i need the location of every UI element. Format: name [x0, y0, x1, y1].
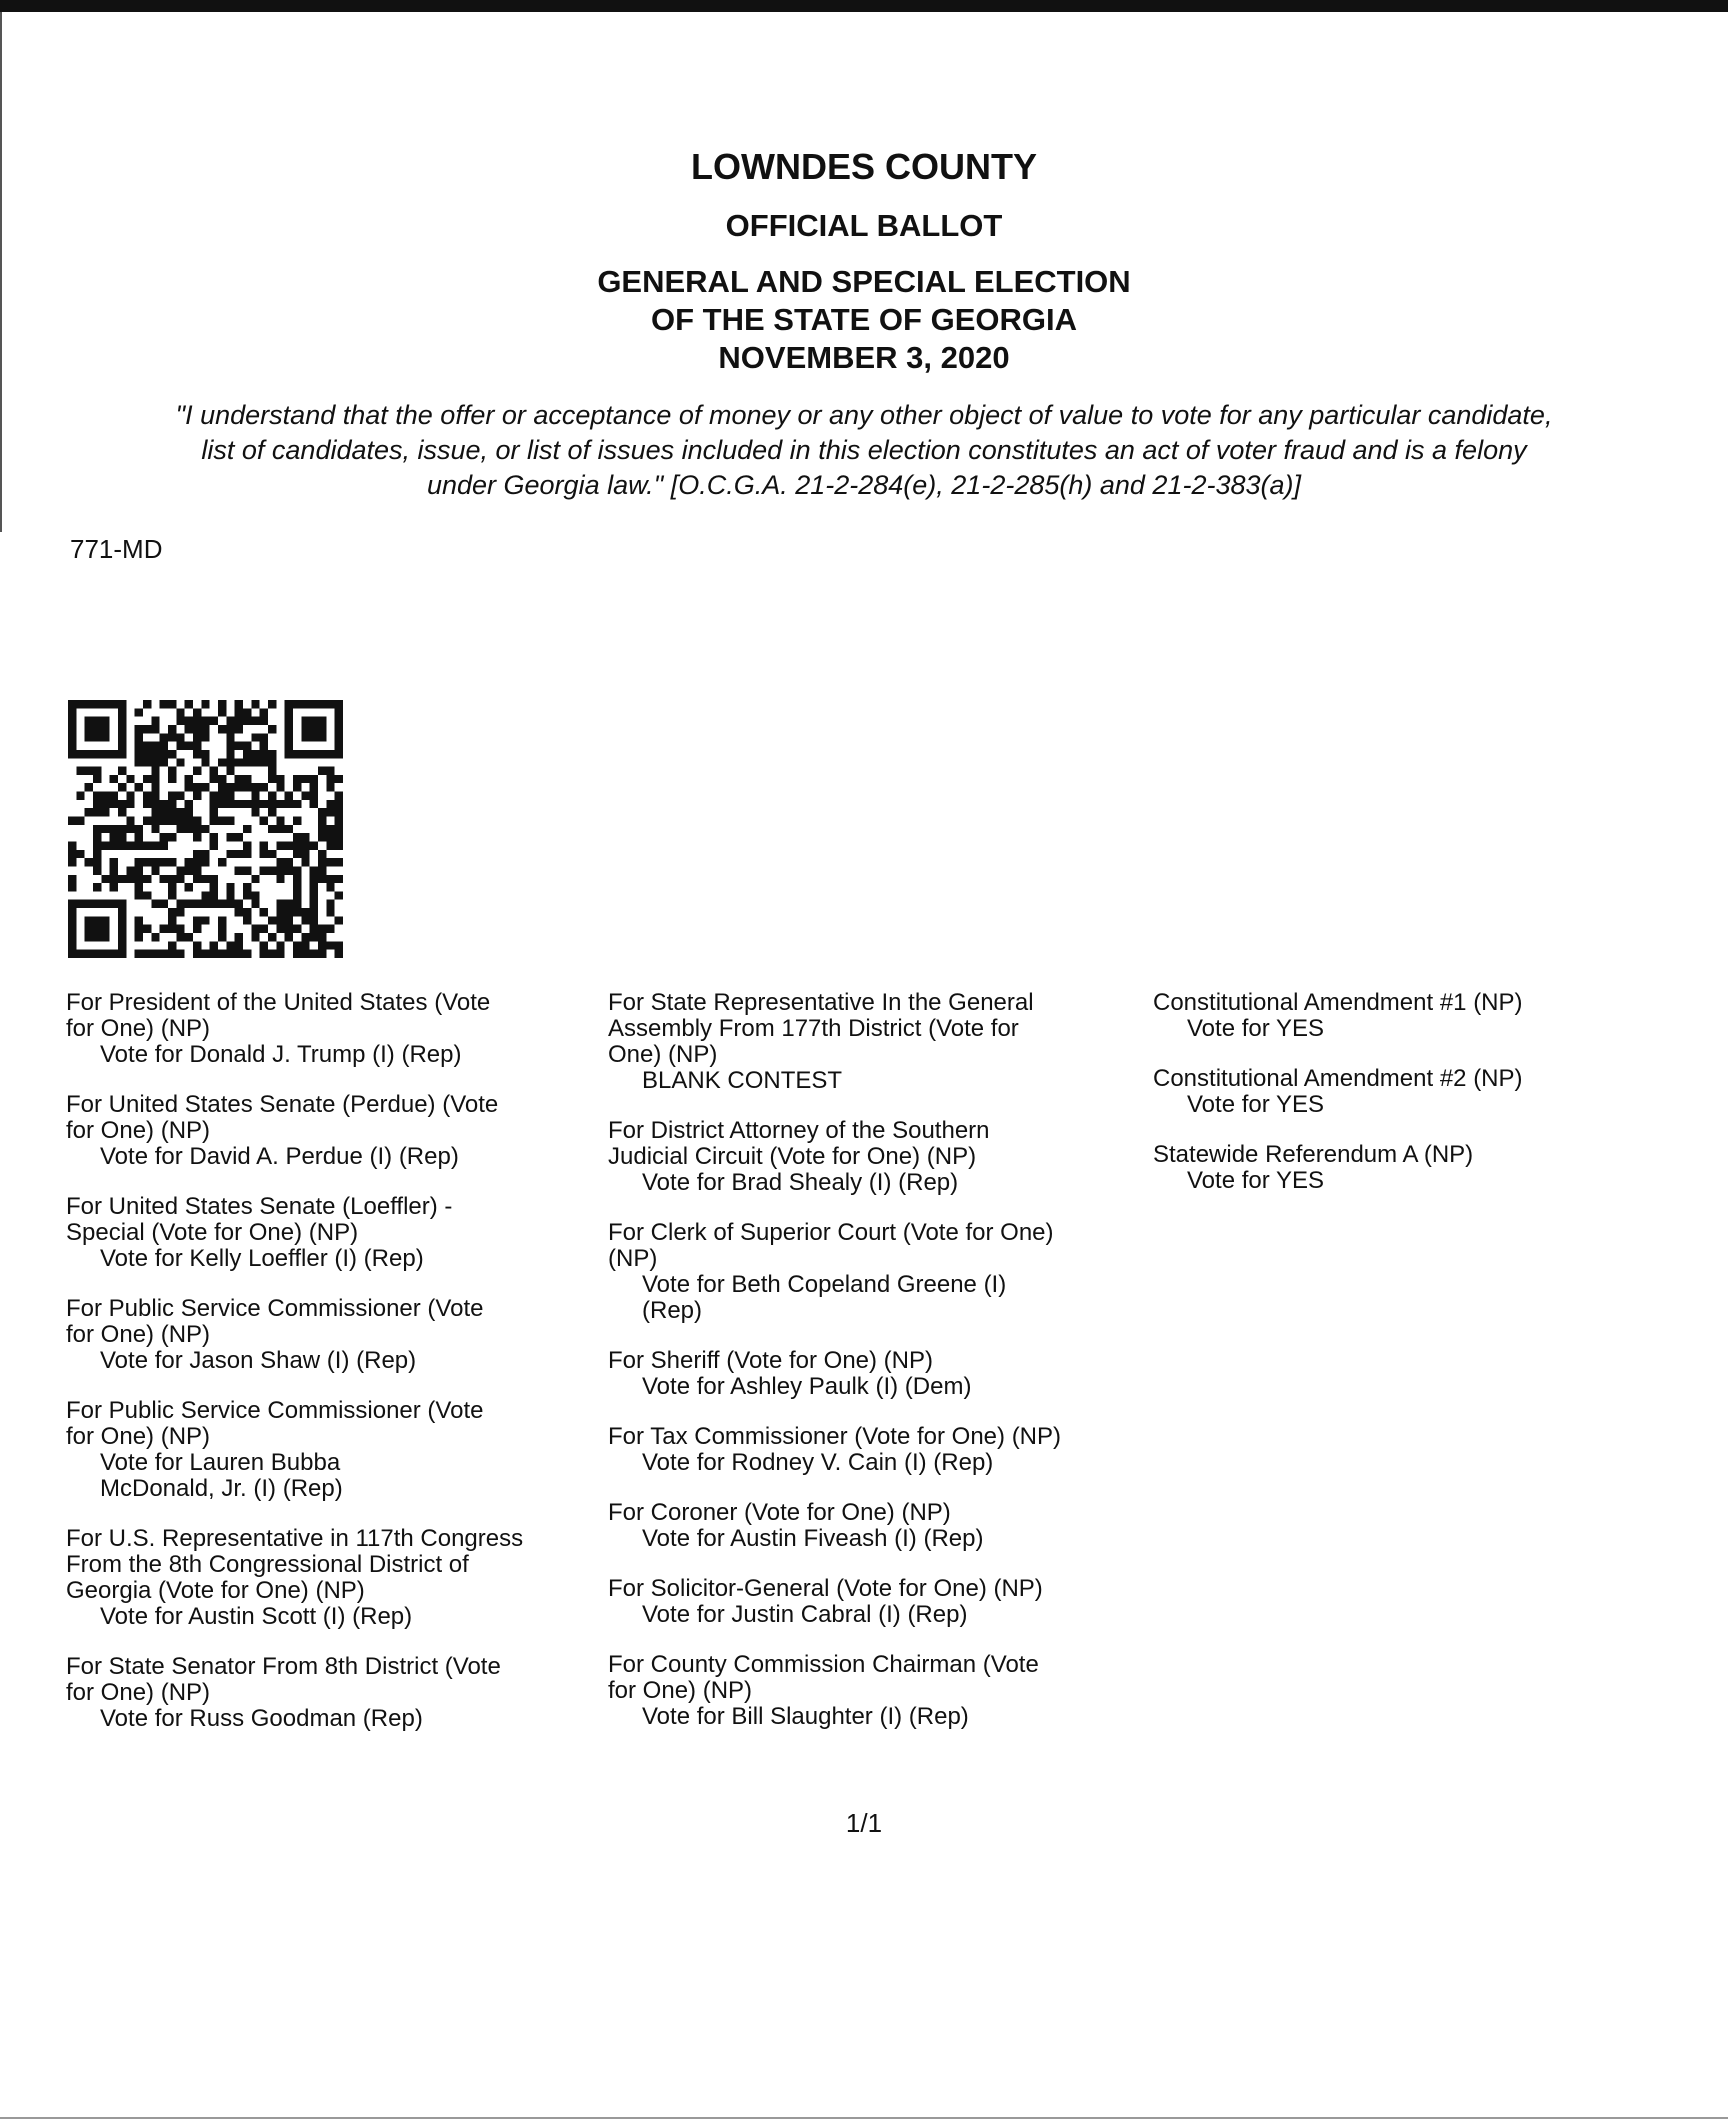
- contest-title: For U.S. Representative in 117th Congress From the 8th Congressional District of Georgia (Vote for One) (NP): [66, 1525, 524, 1604]
- election-title: [0, 263, 1728, 377]
- bottom-scan-edge: [0, 2117, 1728, 2119]
- race-clerk-superior-court: [608, 1220, 1148, 1324]
- contest-title: For Coroner (Vote for One) (NP): [608, 1499, 951, 1526]
- contest-selection: Vote for Rodney V. Cain (I) (Rep): [642, 1449, 994, 1476]
- election-title-line-2: OF THE STATE OF GEORGIA: [651, 302, 1077, 337]
- race-us-senate-perdue: [66, 1092, 606, 1170]
- contest-selection: Vote for Russ Goodman (Rep): [100, 1705, 423, 1732]
- race-us-representative: [66, 1526, 606, 1630]
- ballot-style-id: 771-MD: [70, 534, 163, 564]
- contest-column-2: [608, 990, 1148, 1754]
- contest-selection: Vote for YES: [1187, 1015, 1324, 1042]
- contest-title: For Sheriff (Vote for One) (NP): [608, 1347, 933, 1374]
- contest-selection: Vote for Beth Copeland Greene (I) (Rep): [642, 1271, 1007, 1324]
- race-coroner: [608, 1500, 1148, 1552]
- race-statewide-referendum-a: [1153, 1142, 1693, 1194]
- race-president: [66, 990, 606, 1068]
- contest-title: For Solicitor-General (Vote for One) (NP): [608, 1575, 1043, 1602]
- contest-selection: Vote for Austin Fiveash (I) (Rep): [642, 1525, 984, 1552]
- qr-finder-pattern-3: [68, 900, 126, 958]
- race-constitutional-amendment-1: [1153, 990, 1693, 1042]
- contest-selection: Vote for Justin Cabral (I) (Rep): [642, 1601, 968, 1628]
- contest-column-3: [1153, 990, 1693, 1218]
- race-us-senate-loeffler: [66, 1194, 606, 1272]
- oath-line-3: under Georgia law." [O.C.G.A. 21-2-284(e), 21-2-285(h) and 21-2-383(a)]: [426, 470, 1302, 500]
- contest-title: Constitutional Amendment #2 (NP): [1153, 1065, 1523, 1092]
- ballot-type: OFFICIAL BALLOT: [725, 208, 1003, 243]
- contest-title: For State Representative In the General Assembly From 177th District (Vote for One) (NP): [608, 989, 1034, 1068]
- county-title: LOWNDES COUNTY: [691, 146, 1037, 187]
- contest-selection: Vote for Donald J. Trump (I) (Rep): [100, 1041, 462, 1068]
- race-constitutional-amendment-2: [1153, 1066, 1693, 1118]
- contest-selection: Vote for YES: [1187, 1091, 1324, 1118]
- race-state-senator: [66, 1654, 606, 1732]
- contest-title: For County Commission Chairman (Vote for One) (NP): [608, 1651, 1039, 1704]
- race-psc-1: [66, 1296, 606, 1374]
- contest-selection: Vote for Austin Scott (I) (Rep): [100, 1603, 413, 1630]
- contest-title: For Public Service Commissioner (Vote for One) (NP): [66, 1397, 484, 1450]
- contest-column-1: [66, 990, 606, 1756]
- race-psc-2: [66, 1398, 606, 1502]
- contest-title: For Tax Commissioner (Vote for One) (NP): [608, 1423, 1062, 1450]
- contest-selection: Vote for YES: [1187, 1167, 1324, 1194]
- qr-finder-pattern-1: [68, 700, 126, 758]
- contest-selection: Vote for Bill Slaughter (I) (Rep): [642, 1703, 969, 1730]
- contest-selection: BLANK CONTEST: [642, 1067, 843, 1094]
- race-tax-commissioner: [608, 1424, 1148, 1476]
- race-district-attorney: [608, 1118, 1148, 1196]
- oath-line-1: "I understand that the offer or acceptance of money or any other object of value to vote for any particular candidate,: [175, 400, 1553, 430]
- race-county-commission-chairman: [608, 1652, 1148, 1730]
- voter-fraud-oath: [60, 398, 1668, 503]
- contest-title: For Public Service Commissioner (Vote for One) (NP): [66, 1295, 484, 1348]
- ballot-qr-code: [68, 700, 343, 958]
- race-sheriff: [608, 1348, 1148, 1400]
- contest-title: Constitutional Amendment #1 (NP): [1153, 989, 1523, 1016]
- contest-selection: Vote for Kelly Loeffler (I) (Rep): [100, 1245, 424, 1272]
- page-number: 1/1: [845, 1808, 883, 1838]
- contest-selection: Vote for David A. Perdue (I) (Rep): [100, 1143, 459, 1170]
- contest-title: For United States Senate (Perdue) (Vote for One) (NP): [66, 1091, 499, 1144]
- contest-selection: Vote for Jason Shaw (I) (Rep): [100, 1347, 417, 1374]
- qr-finder-pattern-2: [285, 700, 343, 758]
- race-state-representative: [608, 990, 1148, 1094]
- contest-selection: Vote for Lauren Bubba McDonald, Jr. (I) (Rep): [100, 1449, 343, 1502]
- oath-line-2: list of candidates, issue, or list of issues included in this election constitutes an act of voter fraud and is a felony: [201, 435, 1527, 465]
- contest-selection: Vote for Ashley Paulk (I) (Dem): [642, 1373, 972, 1400]
- contest-selection: Vote for Brad Shealy (I) (Rep): [642, 1169, 959, 1196]
- contest-title: For United States Senate (Loeffler) - Special (Vote for One) (NP): [66, 1193, 453, 1246]
- contest-title: For President of the United States (Vote for One) (NP): [66, 989, 491, 1042]
- top-scan-border: [0, 0, 1728, 12]
- election-date: NOVEMBER 3, 2020: [718, 340, 1010, 375]
- contest-title: For State Senator From 8th District (Vote for One) (NP): [66, 1653, 501, 1706]
- race-solicitor-general: [608, 1576, 1148, 1628]
- contest-title: For District Attorney of the Southern Judicial Circuit (Vote for One) (NP): [608, 1117, 990, 1170]
- election-title-line-1: GENERAL AND SPECIAL ELECTION: [597, 264, 1131, 299]
- contest-title: Statewide Referendum A (NP): [1153, 1141, 1474, 1168]
- contest-title: For Clerk of Superior Court (Vote for One) (NP): [608, 1219, 1054, 1272]
